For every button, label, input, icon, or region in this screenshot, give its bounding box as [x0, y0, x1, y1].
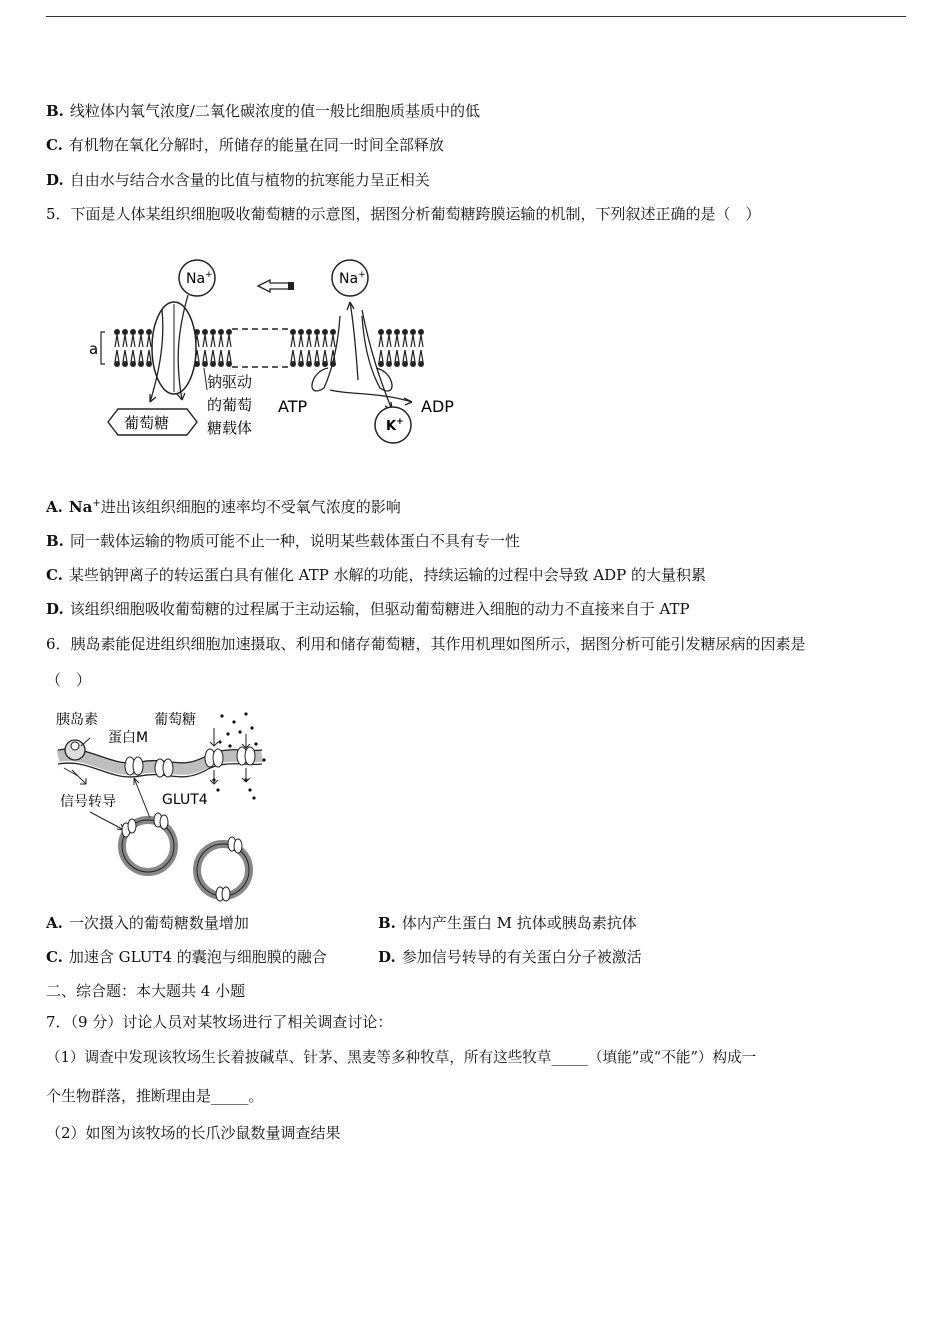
q7-part1-line2: 个生物群落，推断理由是_____。 — [46, 1087, 264, 1105]
option-letter: C. — [46, 566, 63, 584]
insulin-mechanism-diagram — [50, 708, 275, 903]
option-text: 参加信号转导的有关蛋白分子被激活 — [401, 948, 642, 966]
membrane-break — [232, 329, 290, 367]
svg-text:K+: K+ — [386, 417, 404, 434]
carrier-caption-1: 钠驱动 — [207, 373, 253, 391]
option-letter: D. — [46, 171, 64, 189]
q5-option-b[interactable] — [46, 531, 520, 551]
q5-stem: 5．下面是人体某组织细胞吸收葡萄糖的示意图，据图分析葡萄糖跨膜运输的机制，下列叙述正确的是（ ） — [46, 205, 761, 223]
membrane-bracket — [101, 332, 105, 364]
adp-label: ADP — [421, 397, 454, 416]
q6-option-a[interactable] — [46, 913, 249, 933]
q7-part1-line1: （1）调查中发现该牧场生长着披碱草、针茅、黑麦等多种牧草，所有这些牧草_____（填能”或“不能”）构成一 — [46, 1049, 757, 1066]
q5-option-c[interactable] — [46, 565, 706, 585]
header-rule — [46, 16, 906, 17]
direction-arrow-icon — [258, 280, 290, 292]
insulin-label: 胰岛素 — [56, 712, 98, 728]
option-text: 线粒体内氧气浓度/二氧化碳浓度的值一般比细胞质基质中的低 — [69, 102, 480, 120]
option-text: 某些钠钾离子的转运蛋白具有催化 ATP 水解的功能，持续运输的过程中会导致 ADP 的大量积累 — [68, 566, 707, 584]
q7-part2: （2）如图为该牧场的长爪沙鼠数量调查结果 — [46, 1124, 341, 1142]
q5-option-a[interactable] — [46, 497, 401, 517]
option-text: 同一载体运输的物质可能不止一种，说明某些载体蛋白不具有专一性 — [69, 532, 520, 550]
option-text: 进出该组织细胞的速率均不受氧气浓度的影响 — [100, 498, 401, 516]
membrane-label-a: a — [89, 340, 99, 358]
q6-stem: 6．胰岛素能促进组织细胞加速摄取、利用和储存葡萄糖，其作用机理如图所示，据图分析可能引发糖尿病的因素是 — [46, 635, 806, 653]
option-text: 加速含 GLUT4 的囊泡与细胞膜的融合 — [68, 948, 327, 966]
carrier-caption-3: 糖载体 — [207, 419, 253, 437]
option-text: 自由水与结合水含量的比值与植物的抗寒能力呈正相关 — [69, 171, 430, 189]
glucose-label: 葡萄糖 — [124, 414, 170, 432]
q4-option-c[interactable] — [46, 135, 444, 155]
glucose-transport-diagram — [80, 250, 480, 455]
svg-text:Na+: Na+ — [339, 270, 366, 287]
option-text: 该组织细胞吸收葡萄糖的过程属于主动运输，但驱动葡萄糖进入细胞的动力不直接来自于 ATP — [69, 600, 690, 618]
option-text: 有机物在氧化分解时，所储存的能量在同一时间全部释放 — [68, 136, 444, 154]
q6-paren: （ ） — [46, 671, 92, 689]
option-letter: D. — [378, 948, 396, 966]
option-superscript: + — [92, 498, 101, 509]
option-letter: A. — [46, 498, 63, 516]
option-letter: C. — [46, 948, 63, 966]
protein-m-label: 蛋白M — [108, 730, 149, 746]
q6-option-d[interactable] — [378, 947, 642, 967]
q7-stem: 7．（9 分）讨论人员对某牧场进行了相关调查讨论： — [46, 1013, 393, 1031]
atp-label: ATP — [278, 397, 308, 416]
glut4-label: GLUT4 — [162, 792, 208, 808]
sodium-potassium-pump — [362, 316, 392, 391]
svg-text:Na+: Na+ — [186, 270, 213, 287]
option-letter: D. — [46, 600, 64, 618]
carrier-caption-2: 的葡萄 — [207, 396, 253, 414]
section-heading: 二、综合题：本大题共 4 小题 — [46, 982, 246, 1000]
option-letter: B. — [46, 102, 64, 120]
option-na: Na — [68, 498, 93, 516]
signal-label: 信号转导 — [60, 794, 116, 810]
option-letter: B. — [46, 532, 64, 550]
option-letter: B. — [378, 914, 396, 932]
q5-option-d[interactable] — [46, 599, 690, 619]
option-text: 一次摄入的葡萄糖数量增加 — [68, 914, 249, 932]
q6-option-c[interactable] — [46, 947, 327, 967]
q4-option-d[interactable] — [46, 170, 430, 190]
q4-option-b[interactable] — [46, 101, 480, 121]
q6-option-b[interactable] — [378, 913, 637, 933]
option-letter: C. — [46, 136, 63, 154]
option-letter: A. — [46, 914, 63, 932]
option-text: 体内产生蛋白 M 抗体或胰岛素抗体 — [401, 914, 637, 932]
glucose-label-2: 葡萄糖 — [154, 712, 196, 728]
